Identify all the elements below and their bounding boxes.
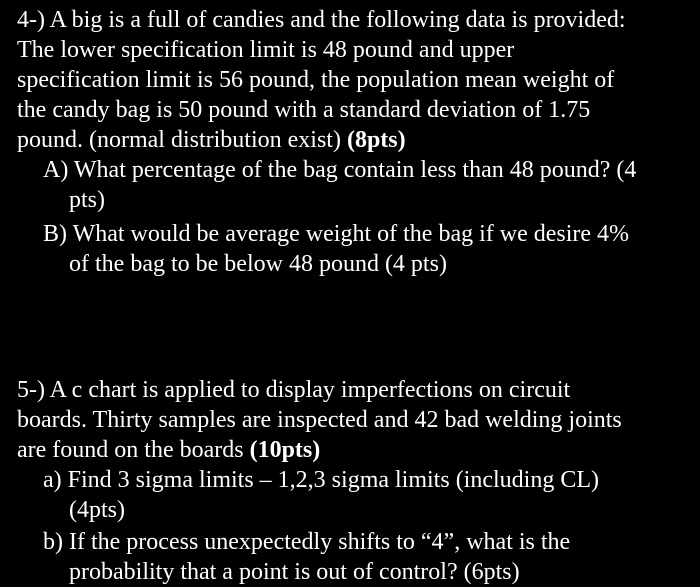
question-5-line-last <box>17 435 693 465</box>
question-5-part-b <box>43 527 693 587</box>
question-4 <box>17 5 693 155</box>
question-5-part-a <box>43 465 693 525</box>
part-a-line-2: pts) <box>69 187 105 213</box>
question-4-line-last <box>17 125 693 155</box>
part-b-marker: B) <box>43 221 67 247</box>
question-5-line: boards. Thirty samples are inspected and 42 bad welding joints <box>17 407 622 433</box>
part-b-line-2: probability that a point is out of control? (6pts) <box>69 559 520 585</box>
part-a-line-1 <box>43 155 693 185</box>
part-a-line-1 <box>43 465 693 495</box>
part-b-line-1 <box>43 527 693 557</box>
question-4-part-b <box>43 219 693 279</box>
question-4-line: the candy bag is 50 pound with a standard deviation of 1.75 <box>17 97 591 123</box>
part-b-text: What would be average weight of the bag if we desire 4% <box>72 221 630 247</box>
question-4-line: The lower specification limit is 48 pound and upper <box>17 37 515 63</box>
part-b-marker: b) <box>43 529 63 555</box>
part-a-marker: a) <box>43 467 62 493</box>
part-a-text: What percentage of the bag contain less than 48 pound? (4 <box>73 157 637 183</box>
part-b-line-2: of the bag to be below 48 pound (4 pts) <box>69 251 447 277</box>
question-5-line: 5-) A c chart is applied to display imperfections on circuit <box>17 377 571 403</box>
part-a-text: Find 3 sigma limits – 1,2,3 sigma limits (including CL) <box>67 467 599 493</box>
question-4-points: (8pts) <box>346 127 406 153</box>
question-4-part-a <box>43 155 693 215</box>
question-5 <box>17 375 693 465</box>
question-4-line-text: pound. (normal distribution exist) <box>17 127 347 153</box>
question-5-line-text: are found on the boards <box>17 437 250 463</box>
question-4-line: specification limit is 56 pound, the population mean weight of <box>17 67 615 93</box>
question-4-line: 4-) A big is a full of candies and the following data is provided: <box>17 7 626 33</box>
part-b-line-1 <box>43 219 693 249</box>
part-a-line-2: (4pts) <box>69 497 125 523</box>
question-5-points: (10pts) <box>249 437 321 463</box>
part-b-text: If the process unexpectedly shifts to “4”, what is the <box>69 529 571 555</box>
part-a-marker: A) <box>43 157 69 183</box>
